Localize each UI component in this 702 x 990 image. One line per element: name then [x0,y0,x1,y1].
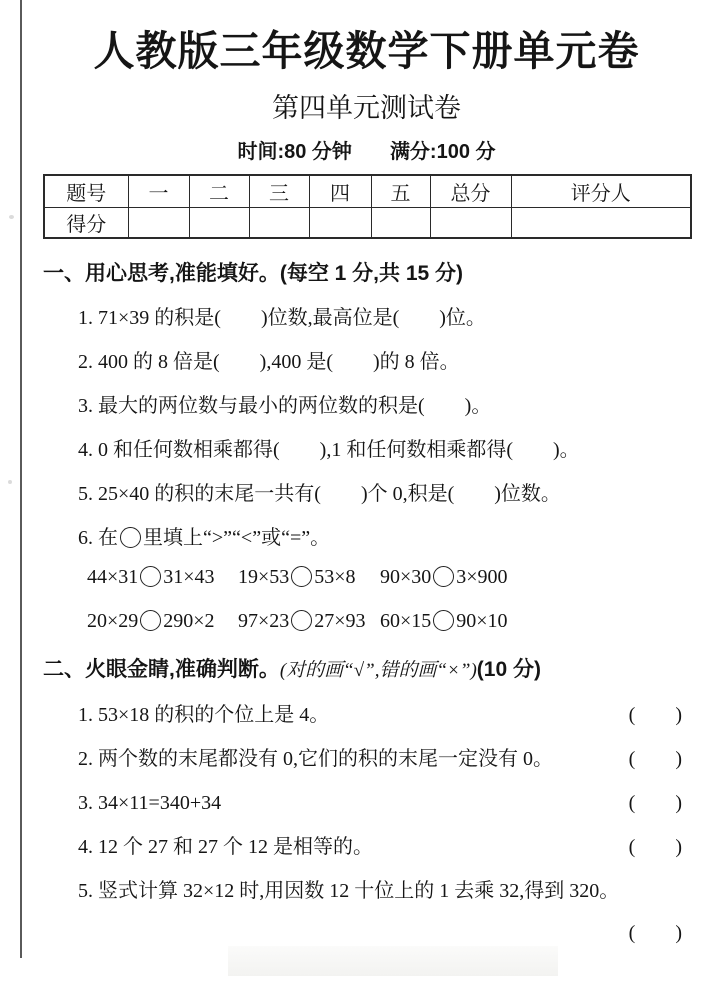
header-total: 总分 [430,175,511,208]
compare-circle-icon [291,566,312,587]
judge-question-text: 1. 53×18 的积的个位上是 4。 [78,704,330,726]
header-section-2: 二 [189,175,249,208]
header-section-4: 四 [309,175,371,208]
judge-question-3 [78,790,690,816]
page-left-edge-rule [20,0,22,958]
answer-blank: ( ) [628,836,682,858]
comparison-row-2 [87,607,690,635]
time-label: 时间:80 分钟 [237,141,352,163]
judge-question-5 [78,878,690,904]
score-cell [249,208,309,239]
compare-circle-icon [140,566,161,587]
header-section-3: 三 [249,175,309,208]
fill-question-5: 5. 25×40 的积的末尾一共有( )个 0,积是( )位数。 [78,483,561,505]
section2-heading-points: (10 分) [476,658,541,681]
score-cell [309,208,371,239]
section2-heading-main: 二、火眼金睛,准确判断。 [43,658,280,681]
fill-question-1: 1. 71×39 的积是( )位数,最高位是( )位。 [78,307,486,329]
time-and-score-line [43,140,690,164]
full-score-label: 满分:100 分 [389,141,496,163]
comparison-item: 44×31 31×43 [87,566,215,588]
judge-question-5-answer-row [43,920,690,946]
score-table-header-row [44,175,691,208]
score-cell [511,208,691,239]
compare-circle-icon [433,610,454,631]
comparison-item: 97×23 27×93 [238,610,366,632]
score-row-label: 得分 [44,208,128,239]
section2-heading [43,657,690,684]
score-cell [189,208,249,239]
score-table [43,174,692,239]
comparison-item: 90×30 3×900 [380,566,508,588]
scan-speck [8,480,12,484]
compare-circle-icon [140,610,161,631]
header-question-number: 题号 [44,175,128,208]
answer-blank: ( ) [628,792,682,814]
section1-heading: 一、用心思考,准能填好。(每空 1 分,共 15 分) [43,262,464,285]
paper-subtitle: 第四单元测试卷 [272,93,461,123]
score-cell [371,208,430,239]
scan-shadow [228,946,558,976]
compare-circle-icon [291,610,312,631]
judge-question-1 [78,702,690,728]
fill-question-6 [78,525,690,551]
judge-question-text: 5. 竖式计算 32×12 时,用因数 12 十位上的 1 去乘 32,得到 320。 [78,880,620,902]
answer-blank: ( ) [628,922,682,944]
comparison-item: 60×15 90×10 [380,610,508,632]
score-table-score-row [44,208,691,239]
score-cell [430,208,511,239]
section2-heading-note: (对的画“√”,错的画“×”) [279,660,477,681]
judge-question-text: 4. 12 个 27 和 27 个 12 是相等的。 [78,836,373,858]
question-6-suffix: 里填上“>”“<”或“=”。 [143,527,331,549]
fill-question-2: 2. 400 的 8 倍是( ),400 是( )的 8 倍。 [78,351,460,373]
scan-speck [9,215,14,219]
comparison-item: 20×29 290×2 [87,610,215,632]
compare-circle-icon [120,527,141,548]
fill-question-3: 3. 最大的两位数与最小的两位数的积是( )。 [78,395,492,417]
answer-blank: ( ) [628,704,682,726]
header-grader: 评分人 [511,175,691,208]
test-paper [43,0,690,946]
score-cell [128,208,189,239]
answer-blank: ( ) [628,748,682,770]
comparison-row-1 [87,563,690,591]
question-6-prefix: 6. 在 [78,527,118,549]
comparison-item: 19×53 53×8 [238,566,356,588]
header-section-1: 一 [128,175,189,208]
judge-question-text: 3. 34×11=340+34 [78,792,222,814]
fill-question-4: 4. 0 和任何数相乘都得( ),1 和任何数相乘都得( )。 [78,439,580,461]
header-section-5: 五 [371,175,430,208]
judge-question-2 [78,746,690,772]
paper-title: 人教版三年级数学下册单元卷 [93,28,640,74]
compare-circle-icon [433,566,454,587]
judge-question-text: 2. 两个数的末尾都没有 0,它们的积的末尾一定没有 0。 [78,748,553,770]
judge-question-4 [78,834,690,860]
